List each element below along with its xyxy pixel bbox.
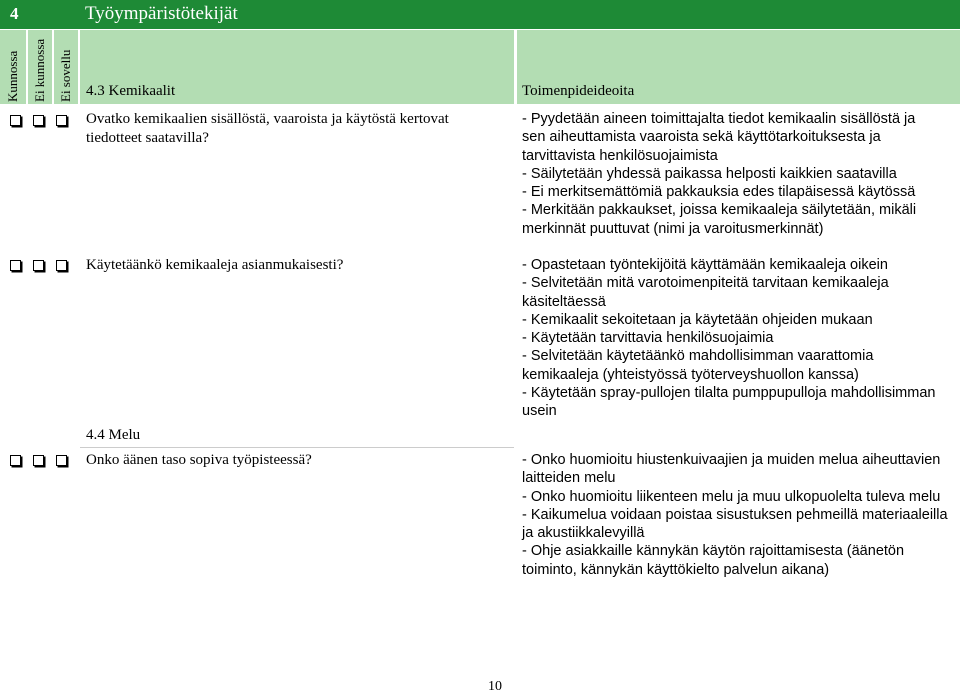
column-header-not-ok: Ei kunnossa	[32, 38, 47, 102]
checkbox-na[interactable]	[56, 260, 67, 271]
tip-item: - Opastetaan työntekijöitä käyttämään kemikaaleja oikein	[522, 257, 888, 273]
column-header-na-box	[54, 30, 78, 104]
tips-1	[522, 110, 942, 238]
checkbox-ok[interactable]	[10, 115, 21, 126]
question-3: Onko äänen taso sopiva työpisteessä?	[86, 452, 312, 468]
tip-item: - Kaikumelua voidaan poistaa sisustuksen pehmeillä materiaaleilla ja akustiikkalevyillä	[522, 506, 948, 542]
checkbox-not-ok[interactable]	[33, 455, 44, 466]
tip-item: - Merkitään pakkaukset, joissa kemikaaleja säilytetään, mikäli merkinnät puuttuvat (nimi ja varoitusmerkinnät)	[522, 202, 917, 237]
tip-item: - Pyydetään aineen toimittajalta tiedot kemikaalin sisällöstä ja sen aiheuttamista vaaroista sekä käyttötarkoituksesta ja tarvittavista henkilösuojaimista	[522, 111, 916, 164]
subsection-title-chemicals: 4.3 Kemikaalit	[86, 83, 176, 99]
tip-item: - Säilytetään yhdessä paikassa helposti kaikkien saatavilla	[522, 165, 897, 182]
page-number: 10	[488, 679, 502, 694]
tip-item: - Käytetään tarvittavia henkilösuojaimia	[522, 330, 774, 347]
subsection-title-noise: 4.4 Melu	[86, 427, 141, 443]
question-2: Käytetäänkö kemikaaleja asianmukaisesti?	[86, 257, 344, 273]
tip-item: - Käytetään spray-pullojen tilalta pumppupulloja mahdollisimman usein	[522, 385, 936, 420]
tip-item: - Kemikaalit sekoitetaan ja käytetään ohjeiden mukaan	[522, 311, 873, 328]
question-1: Ovatko kemikaalien sisällöstä, vaaroista ja käytöstä kertovat tiedotteet saatavilla?	[86, 111, 449, 146]
checkbox-ok[interactable]	[10, 260, 21, 271]
column-header-not-ok-box	[28, 30, 52, 104]
checkbox-na[interactable]	[56, 115, 67, 126]
subsection-row-noise	[80, 425, 514, 448]
tip-item: - Selvitetään mitä varotoimenpiteitä tarvitaan kemikaaleja käsiteltäessä	[522, 275, 889, 310]
checkbox-not-ok[interactable]	[33, 115, 44, 126]
tip-item: - Onko huomioitu hiustenkuivaajien ja muiden melua aiheuttavien laitteiden melu	[522, 452, 941, 487]
actions-header: Toimenpideideoita	[522, 83, 635, 99]
tips-2	[522, 256, 942, 421]
checkbox-na[interactable]	[56, 455, 67, 466]
tip-item: - Ohje asiakkaille kännykän käytön rajoittamisesta (äänetön toiminto, kännykän käyttökielto palvelun aikana)	[522, 543, 905, 578]
checkbox-not-ok[interactable]	[33, 260, 44, 271]
column-header-ok-box	[0, 30, 26, 104]
section-title: Työympäristötekijät	[85, 3, 238, 24]
tip-item: - Selvitetään käytetäänkö mahdollisimman vaarattomia kemikaaleja (yhteistyössä työterveyshuollon kanssa)	[522, 348, 874, 383]
checkbox-ok[interactable]	[10, 455, 21, 466]
column-header-ok: Kunnossa	[5, 50, 20, 102]
tips-3	[522, 451, 952, 579]
tip-item: - Ei merkitsemättömiä pakkauksia edes tilapäisessä käytössä	[522, 184, 916, 201]
tip-item: - Onko huomioitu liikenteen melu ja muu ulkopuolelta tuleva melu	[522, 488, 941, 505]
column-header-na: Ei sovellu	[58, 49, 73, 102]
section-number: 4	[10, 4, 19, 23]
